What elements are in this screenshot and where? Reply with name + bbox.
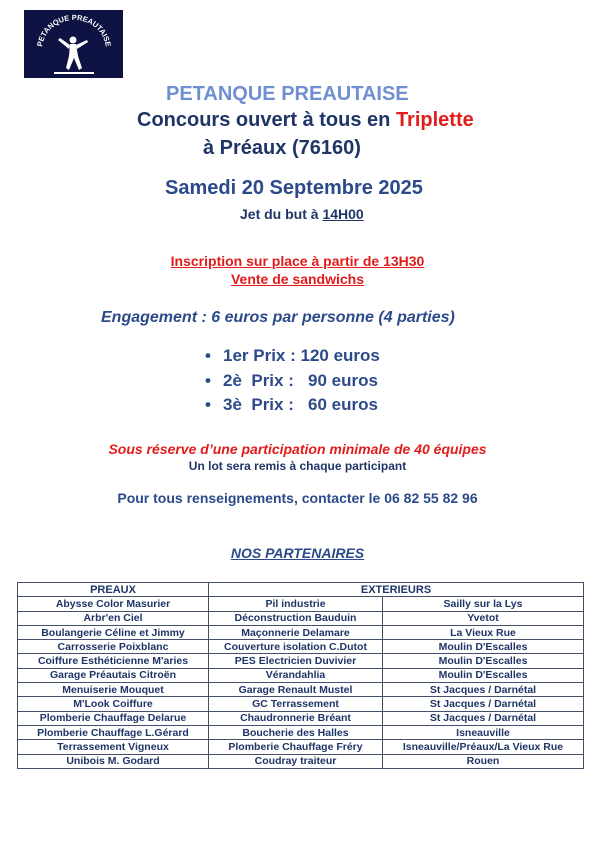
- partner-preaux: Garage Préautais Citroën: [18, 668, 209, 682]
- registration-info: Inscription sur place à partir de 13H30: [170, 253, 425, 269]
- prize-item: • 1er Prix : 120 euros: [205, 346, 380, 365]
- partner-location: Moulin D'Escalles: [383, 640, 584, 654]
- concours-prefix: Concours ouvert à tous en: [137, 109, 396, 131]
- contact-info: Pour tous renseignements, contacter le 06 82 55 82 96: [117, 490, 478, 506]
- header-preaux: PREAUX: [18, 583, 209, 597]
- bullet-icon: •: [205, 370, 211, 390]
- prize-list: [205, 346, 380, 420]
- concours-format: Triplette: [395, 109, 474, 131]
- table-row: [18, 740, 584, 754]
- partner-preaux: Terrassement Vigneux: [18, 740, 209, 754]
- partner-preaux: Carrosserie Poixblanc: [18, 640, 209, 654]
- partner-exterieur: Vérandahlia: [209, 668, 383, 682]
- club-logo: [24, 10, 123, 78]
- partner-location: Moulin D'Escalles: [383, 668, 584, 682]
- partner-exterieur: Coudray traiteur: [209, 754, 383, 768]
- event-location: à Préaux (76160): [203, 137, 361, 159]
- petanque-player-logo-icon: [24, 10, 123, 78]
- table-row: [18, 597, 584, 611]
- partner-exterieur: GC Terrassement: [209, 697, 383, 711]
- logo-text: PETANQUE PREAUTAISE: [35, 12, 113, 48]
- table-row: [18, 654, 584, 668]
- table-row: [18, 697, 584, 711]
- partner-preaux: Menuiserie Mouquet: [18, 683, 209, 697]
- table-row: [18, 625, 584, 639]
- partner-preaux: Plomberie Chauffage Delarue: [18, 711, 209, 725]
- table-row: [18, 725, 584, 739]
- partner-preaux: Abysse Color Masurier: [18, 597, 209, 611]
- bullet-icon: •: [205, 346, 211, 365]
- partner-location: St Jacques / Darnétal: [383, 711, 584, 725]
- partner-exterieur: PES Electricien Duvivier: [209, 654, 383, 668]
- club-name: PETANQUE PREAUTAISE: [166, 83, 409, 105]
- start-time-value: 14H00: [322, 206, 364, 222]
- table-row: [18, 668, 584, 682]
- prize-item: • 3è Prix : 60 euros: [205, 395, 378, 414]
- start-time: [240, 206, 364, 222]
- partner-exterieur: Chaudronnerie Bréant: [209, 711, 383, 725]
- partner-exterieur: Couverture isolation C.Dutot: [209, 640, 383, 654]
- partner-preaux: Unibois M. Godard: [18, 754, 209, 768]
- start-time-prefix: Jet du but à: [240, 206, 323, 222]
- partner-exterieur: Boucherie des Halles: [209, 725, 383, 739]
- partner-location: Yvetot: [383, 611, 584, 625]
- partner-exterieur: Plomberie Chauffage Fréry: [209, 740, 383, 754]
- concours-title: [137, 109, 474, 132]
- table-row: [18, 711, 584, 725]
- partner-location: St Jacques / Darnétal: [383, 683, 584, 697]
- partner-location: Rouen: [383, 754, 584, 768]
- partner-location: St Jacques / Darnétal: [383, 697, 584, 711]
- partner-preaux: Arbr'en Ciel: [18, 611, 209, 625]
- partner-exterieur: Garage Renault Mustel: [209, 683, 383, 697]
- sandwich-sale: Vente de sandwichs: [230, 271, 365, 287]
- event-date: Samedi 20 Septembre 2025: [165, 177, 423, 199]
- partner-exterieur: Déconstruction Bauduin: [209, 611, 383, 625]
- partner-location: Isneauville: [383, 725, 584, 739]
- partners-table: [17, 582, 584, 769]
- partner-preaux: Coiffure Esthéticienne M'aries: [18, 654, 209, 668]
- table-row: [18, 683, 584, 697]
- participant-gift-note: Un lot sera remis à chaque participant: [188, 459, 407, 473]
- partners-title: NOS PARTENAIRES: [230, 545, 365, 561]
- table-row: [18, 754, 584, 768]
- entry-fee: Engagement : 6 euros par personne (4 parties): [101, 309, 455, 326]
- partner-preaux: M'Look Coiffure: [18, 697, 209, 711]
- header-exterieurs: EXTERIEURS: [209, 583, 584, 597]
- partner-location: Isneauville/Préaux/La Vieux Rue: [383, 740, 584, 754]
- partner-location: Sailly sur la Lys: [383, 597, 584, 611]
- table-row: [18, 611, 584, 625]
- partner-preaux: Boulangerie Céline et Jimmy: [18, 625, 209, 639]
- partner-location: La Vieux Rue: [383, 625, 584, 639]
- partner-exterieur: Maçonnerie Delamare: [209, 625, 383, 639]
- partner-exterieur: Pil industrie: [209, 597, 383, 611]
- partners-header-row: [18, 583, 584, 597]
- prize-item: • 2è Prix : 90 euros: [205, 370, 378, 390]
- partner-location: Moulin D'Escalles: [383, 654, 584, 668]
- bullet-icon: •: [205, 395, 211, 414]
- minimum-teams-note: Sous réserve d’une participation minimale de 40 équipes: [108, 441, 487, 457]
- partner-preaux: Plomberie Chauffage L.Gérard: [18, 725, 209, 739]
- table-row: [18, 640, 584, 654]
